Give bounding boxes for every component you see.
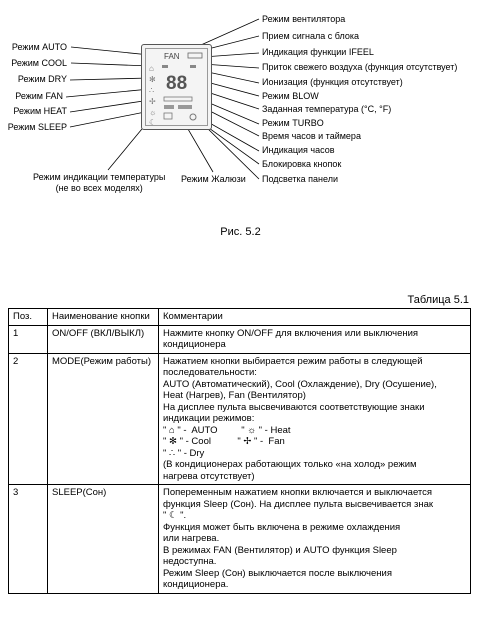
- comment-line: Режим Sleep (Сон) выключается после выключения: [163, 567, 392, 579]
- label-fan-speed: Режим вентилятора: [262, 14, 346, 24]
- lcd-fan-icon: ✢: [149, 97, 156, 106]
- callout-lines: [0, 0, 481, 230]
- row-pos: 3: [9, 485, 48, 594]
- lcd-heat-icon: ☼: [149, 108, 157, 117]
- lcd-segments: [142, 45, 211, 129]
- row-comment: [159, 353, 471, 485]
- label-mode-sleep: Режим SLEEP: [7, 122, 67, 132]
- label-mode-auto: Режим AUTO: [11, 42, 67, 52]
- table-title: Таблица 5.1: [407, 294, 469, 306]
- mode-icons-line: " ✻ " - Cool " ✢ " - Fan: [163, 436, 285, 447]
- lcd-display: [141, 44, 212, 130]
- label-clock-indicator: Индикация часов: [262, 145, 335, 155]
- comment-line: кондиционера: [163, 339, 226, 350]
- label-blow: Режим BLOW: [262, 91, 319, 101]
- lcd-dry-icon: ∴: [149, 86, 155, 95]
- label-mode-heat: Режим HEAT: [13, 106, 67, 116]
- comment-line: Нажмите кнопку ON/OFF для включения или выключения: [163, 327, 419, 339]
- table-row: [9, 325, 471, 353]
- label-fresh-air: Приток свежего воздуха (функция отсутствует): [262, 62, 458, 72]
- label-ionization: Ионизация (функция отсутствует): [262, 77, 403, 87]
- row-pos: 2: [9, 353, 48, 485]
- label-ifeel: Индикация функции IFEEL: [262, 47, 374, 57]
- label-signal: Прием сигнала с блока: [262, 31, 359, 41]
- row-button-name: MODE(Режим работы): [48, 353, 159, 485]
- lcd-fan-text: FAN: [164, 52, 180, 61]
- table-row: [9, 353, 471, 485]
- comment-line: Функция может быть включена в режиме охлаждения: [163, 521, 401, 533]
- label-turbo: Режим TURBO: [262, 118, 324, 128]
- row-button-name: ON/OFF (ВКЛ/ВЫКЛ): [48, 325, 159, 353]
- comment-line: Нажатием кнопки выбирается режим работы в следующей: [163, 355, 423, 367]
- lcd-sleep-icon: ☾: [149, 118, 157, 127]
- comment-line: " ☾ ".: [163, 510, 187, 521]
- lcd-cool-icon: ✻: [149, 75, 156, 84]
- row-comment: [159, 325, 471, 353]
- label-louver-mode: Режим Жалюзи: [181, 174, 246, 184]
- comment-line: Heat (Нагрев), Fan (Вентилятор): [163, 390, 306, 401]
- header-button-name: Наименование кнопки: [48, 309, 159, 326]
- mode-icons-line: " ⌂ " - AUTO " ☼ " - Heat: [163, 424, 291, 436]
- mode-icons-line: " ∴ " - Dry: [163, 447, 205, 459]
- comment-line: кондиционера.: [163, 579, 229, 590]
- table-row: [9, 485, 471, 594]
- label-temp-display-mode: [33, 172, 165, 194]
- comment-line: В режимах FAN (Вентилятор) и AUTO функция Sleep: [163, 544, 397, 556]
- label-mode-fan: Режим FAN: [15, 91, 63, 101]
- comment-line: недоступна.: [163, 556, 217, 567]
- buttons-table: [8, 308, 471, 594]
- lcd-auto-icon: ⌂: [149, 64, 154, 73]
- label-mode-dry: Режим DRY: [17, 74, 67, 84]
- comment-line: функция Sleep (Сон). На дисплее пульта высвечивается знак: [163, 498, 434, 510]
- lcd-digits: 88: [166, 73, 188, 94]
- label-child-lock: Блокировка кнопок: [262, 159, 342, 169]
- comment-line: последовательности:: [163, 367, 257, 378]
- label-set-temp: Заданная температура (°C, °F): [262, 104, 392, 114]
- comment-line: индикации режимов:: [163, 413, 255, 424]
- row-pos: 1: [9, 325, 48, 353]
- comment-line: AUTO (Автоматический), Cool (Охлаждение), Dry (Осушение),: [163, 378, 437, 390]
- figure-caption: Рис. 5.2: [220, 226, 261, 238]
- label-temp-display-mode-line2: (не во всех моделях): [55, 183, 143, 193]
- comment-line: На дисплее пульта высвечиваются соответствующие знаки: [163, 401, 425, 413]
- row-button-name: SLEEP(Сон): [48, 485, 159, 594]
- label-clock-timer: Время часов и таймера: [262, 131, 361, 141]
- label-backlight: Подсветка панели: [262, 174, 339, 184]
- comment-line: (В кондиционерах работающих только «на холод» режим: [163, 459, 417, 470]
- row-comment: [159, 485, 471, 594]
- header-comments: Комментарии: [159, 309, 471, 326]
- label-temp-display-mode-line1: Режим индикации температуры: [33, 172, 166, 182]
- header-pos: Поз.: [9, 309, 48, 326]
- comment-line: нагрева отсутствует): [163, 470, 255, 482]
- label-mode-cool: Режим COOL: [11, 58, 67, 68]
- comment-line: Попеременным нажатием кнопки включается и выключается: [163, 487, 433, 498]
- comment-line: или нагрева.: [163, 533, 220, 544]
- table-header-row: [9, 309, 471, 326]
